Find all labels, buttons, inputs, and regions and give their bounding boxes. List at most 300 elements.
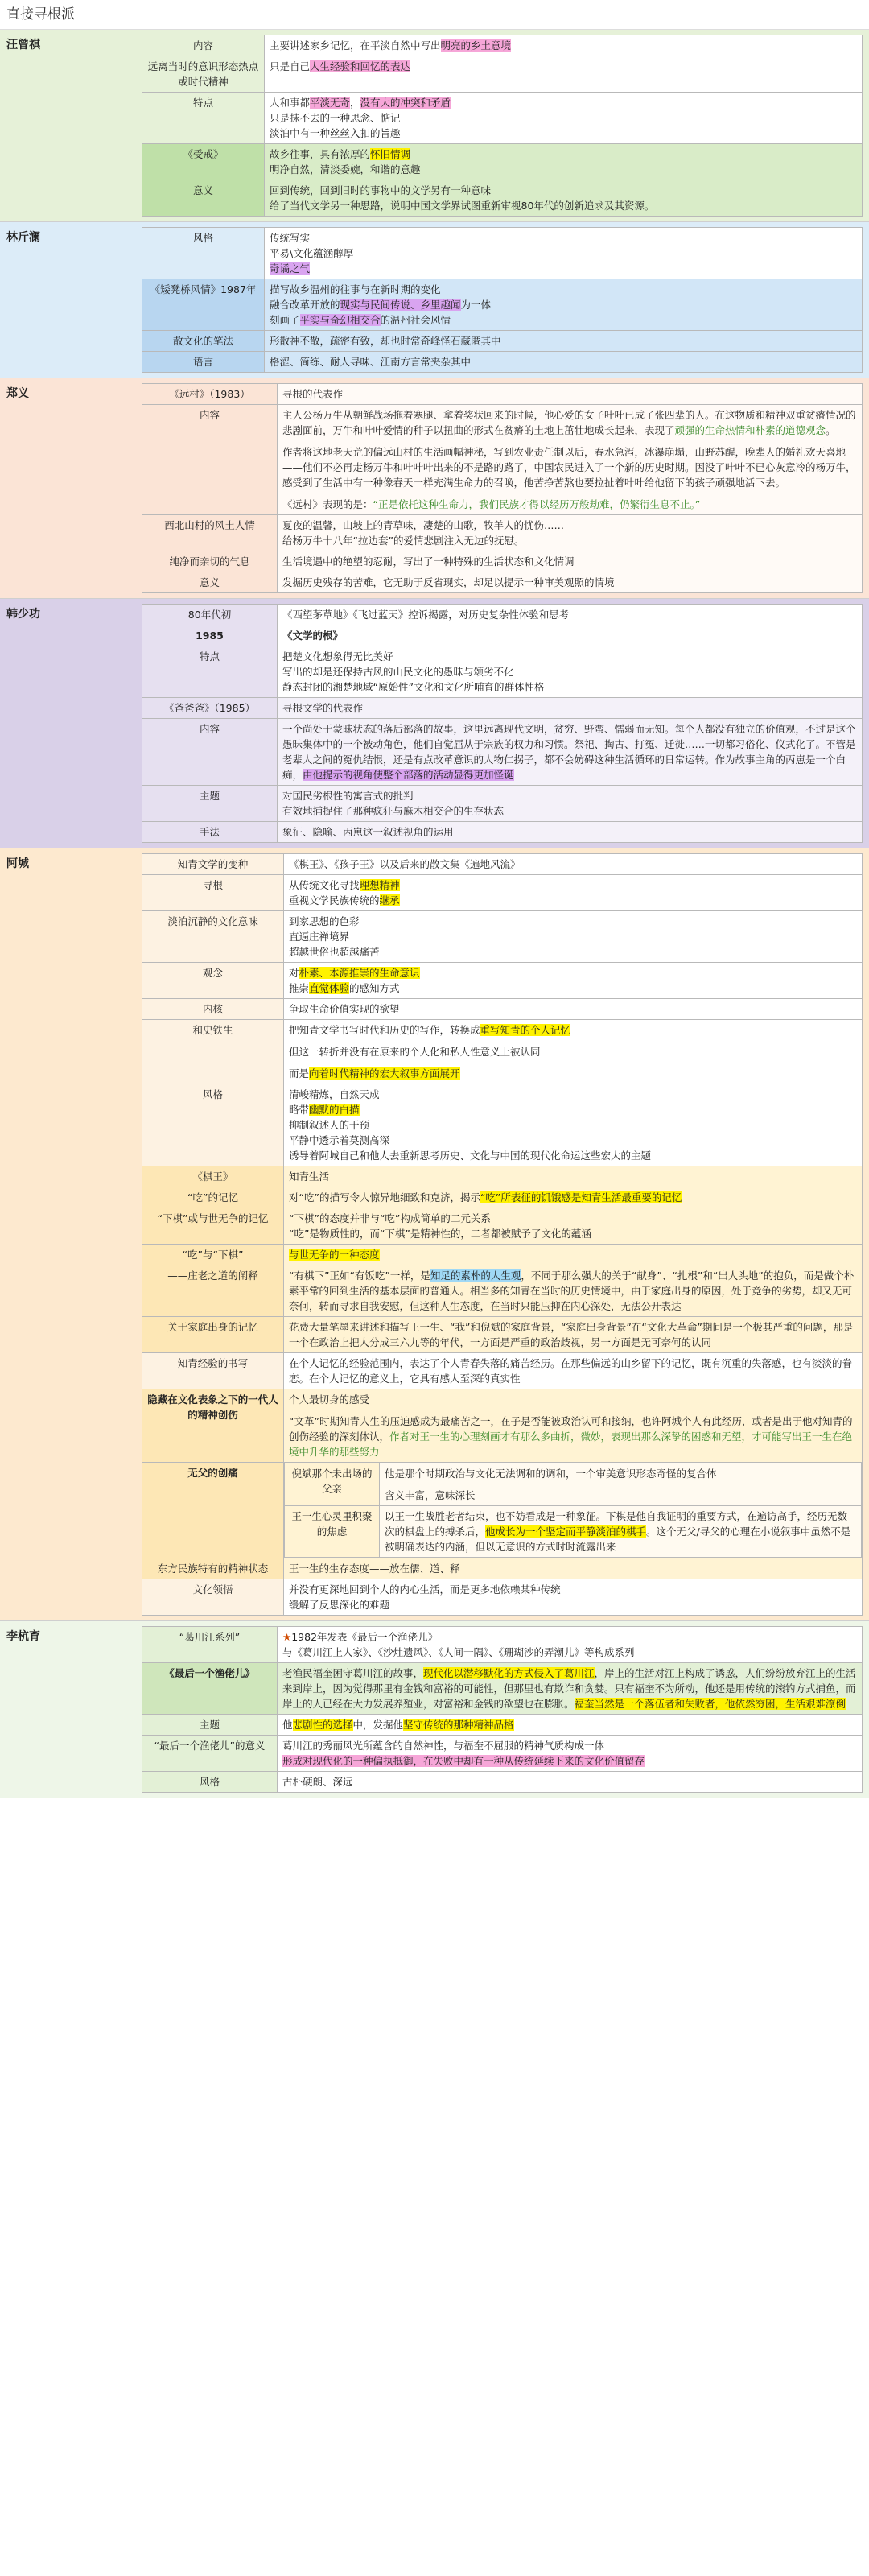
- attribute-value: [278, 719, 863, 786]
- attribute-row: [142, 35, 863, 56]
- attribute-key: 语言: [142, 352, 265, 373]
- attribute-value: [284, 1317, 863, 1353]
- value-line: [282, 1629, 857, 1645]
- text-run: 明净自然，清淡委婉，和谐的意趣: [270, 163, 421, 175]
- text-run: 现代化以潜移默化的方式侵入了葛川江: [423, 1667, 595, 1679]
- attribute-key: 手法: [142, 822, 278, 843]
- value-paragraph: [289, 1044, 857, 1059]
- attribute-value: [278, 551, 863, 572]
- attribute-key: 《远村》（1983）: [142, 384, 278, 405]
- attribute-key: 《矮凳桥风情》1987年: [142, 279, 265, 331]
- text-run: 重视文学民族传统的: [289, 894, 380, 906]
- value-line: [270, 312, 857, 328]
- text-run: 由他提示的视角使整个部落的活动显得更加怪诞: [303, 769, 514, 781]
- text-run: 生活境遇中的绝望的忍耐，写出了一种特殊的生活状态和文化情调: [282, 555, 575, 568]
- attribute-key: 风格: [142, 228, 265, 279]
- attribute-row: [142, 144, 863, 180]
- text-run: 略带: [289, 1104, 310, 1116]
- text-run: 夏夜的温馨，山坡上的青草味，凄楚的山歌，牧羊人的忧伤……: [282, 519, 565, 531]
- value-line: [289, 1117, 857, 1133]
- text-run: 象征、隐喻、丙崽这一叙述视角的运用: [282, 826, 454, 838]
- text-run: 但这一转折并没有在原来的个人化和私人性意义上被认同: [289, 1046, 541, 1058]
- text-run: 平淡无奇: [310, 97, 351, 109]
- text-run: 老渔民福奎困守葛川江的故事，: [282, 1667, 424, 1679]
- text-run: 1982年发表《最后一个渔佬儿》: [291, 1631, 439, 1643]
- text-run: 坚守传统的那种精神品格: [403, 1719, 514, 1731]
- attribute-key: 关于家庭出身的记忆: [142, 1317, 284, 1353]
- text-run: 朴素、本源推崇的生命意识: [299, 967, 420, 979]
- attribute-row: [142, 180, 863, 217]
- attribute-row: [142, 875, 863, 911]
- text-run: 寻根文学的代表作: [282, 702, 364, 714]
- attribute-value: [265, 93, 863, 144]
- text-run: 与世无争的一种态度: [289, 1249, 380, 1261]
- attribute-row: [142, 605, 863, 625]
- value-line: [282, 1753, 857, 1769]
- attribute-key: 散文化的笔法: [142, 331, 265, 352]
- attribute-key: “吃”与“下棋”: [142, 1245, 284, 1265]
- sub-key: 倪斌那个未出场的父亲: [285, 1463, 380, 1506]
- text-run: 争取生命价值实现的欲望: [289, 1003, 400, 1015]
- text-run: 个人最切身的感受: [289, 1393, 370, 1406]
- value-line: [270, 147, 857, 162]
- text-run: 怀旧情调: [370, 148, 411, 160]
- text-run: 与《葛川江上人家》、《沙灶遗风》、《人间一隅》、《珊瑚沙的弄潮儿》等构成系列: [282, 1646, 635, 1658]
- text-run: 为一体: [460, 299, 492, 311]
- value-line: [270, 230, 857, 246]
- attribute-row: [142, 1084, 863, 1166]
- attribute-value: [284, 1166, 863, 1187]
- text-run: 他: [282, 1719, 293, 1731]
- value-paragraph: [385, 1488, 856, 1503]
- attribute-value: [284, 963, 863, 999]
- attribute-row: [142, 698, 863, 719]
- attribute-key: 内核: [142, 999, 284, 1020]
- text-run: 知青生活: [289, 1170, 330, 1183]
- attribute-key: 东方民族特有的精神状态: [142, 1558, 284, 1579]
- attribute-row: [142, 1627, 863, 1663]
- attribute-value: [284, 875, 863, 911]
- text-run: 的温州社会风情: [380, 314, 451, 326]
- value-line: [289, 1211, 857, 1226]
- attribute-value: [284, 1579, 863, 1616]
- text-run: 超越世俗也超越痛苦: [289, 946, 380, 958]
- value-line: [270, 297, 857, 312]
- author-name: 郑义: [6, 387, 29, 400]
- text-run: 故乡往事，具有浓厚的: [270, 148, 371, 160]
- attribute-row: [142, 1265, 863, 1317]
- attribute-value: [284, 1245, 863, 1265]
- attribute-key: 内容: [142, 719, 278, 786]
- attribute-row: [142, 1353, 863, 1389]
- text-run: 发掘历史残存的苦难，它无助于反省现实，却足以提示一种审美观照的情境: [282, 576, 615, 588]
- text-run: 顽强的生命热情和朴素的道德观念: [674, 424, 826, 436]
- text-run: 格涩、简练、耐人寻味、江南方言常夹杂其中: [270, 356, 472, 368]
- attribute-value: [265, 352, 863, 373]
- attribute-row: [142, 228, 863, 279]
- text-run: 对国民劣根性的寓言式的批判: [282, 790, 414, 802]
- attribute-row: [142, 572, 863, 593]
- text-run: ，: [350, 97, 360, 109]
- text-run: 描写故乡温州的往事与在新时期的变化: [270, 283, 441, 295]
- text-run: 把知青文学书写时代和历史的写作，转换成: [289, 1024, 480, 1036]
- text-run: 花费大量笔墨来讲述和描写王一生、“我”和倪斌的家庭背景，“家庭出身背景”在“文化大革命”期间是一个极其严重的问题，那是一个在政治上把人分成三六九等的年代，一方面是严重的政治歧视，另一方面是无可奈何的认同: [289, 1321, 854, 1348]
- value-paragraph: [282, 1666, 857, 1711]
- text-run: 向着时代精神的宏大叙事方面展开: [309, 1067, 460, 1080]
- attribute-key: 意义: [142, 180, 265, 217]
- value-line: [289, 1148, 857, 1163]
- value-line: [270, 162, 857, 177]
- text-run: “吃”所表征的饥饿感是知青生活最重要的记忆: [480, 1191, 682, 1203]
- value-line: [289, 929, 857, 944]
- text-run: 给了当代文学另一种思路，说明中国文学界试图重新审视80年代的创新追求及其资源。: [270, 200, 655, 212]
- attribute-key: 风格: [142, 1772, 278, 1793]
- attribute-row: [142, 1736, 863, 1772]
- author-section: [0, 378, 869, 599]
- attribute-row: [142, 1020, 863, 1084]
- text-run: 推崇: [289, 982, 310, 994]
- attribute-row: [142, 625, 863, 646]
- attribute-row: [142, 1187, 863, 1208]
- text-run: 含义丰富，意味深长: [385, 1489, 476, 1501]
- value-paragraph: [289, 1066, 857, 1081]
- attribute-key: 风格: [142, 1084, 284, 1166]
- text-run: 《远村》表现的是：: [282, 498, 373, 510]
- attribute-key: 知青文学的变种: [142, 854, 284, 875]
- value-line: [289, 914, 857, 929]
- text-run: 清峻精炼，自然天成: [289, 1088, 380, 1100]
- text-run: 给杨万牛十八年“拉边套”的爱情悲剧注入无边的抚慰。: [282, 535, 525, 547]
- attribute-key: 特点: [142, 646, 278, 698]
- value-line: [289, 965, 857, 980]
- attribute-row: [142, 405, 863, 515]
- attribute-value: [284, 911, 863, 963]
- value-line: [289, 1087, 857, 1102]
- text-run: ，不同于那么强大的关于“献身”、“扎根”和“出人头地”的抱负，而是做个朴素平常的回到生活的基本层面的普通人。相当多的知青在当时的历史情境中，由于家庭出身的原因，处于竞争的劣势，却又无可奈何，转而寻求自我安慰，但这种人生态度，在当时只能压抑在内心深处，无法公开表达: [289, 1269, 855, 1312]
- author-name: 李杭育: [6, 1630, 40, 1643]
- attribute-key: 80年代初: [142, 605, 278, 625]
- text-run: 平易\文化蕴涵醇厚: [270, 247, 354, 259]
- attribute-value: [284, 1463, 863, 1558]
- attribute-key: 纯净而亲切的气息: [142, 551, 278, 572]
- attribute-value: [265, 144, 863, 180]
- text-run: 淡泊中有一种丝丝入扣的旨趣: [270, 127, 401, 139]
- attribute-value: [278, 572, 863, 593]
- text-run: 直觉体验: [309, 982, 350, 994]
- text-run: 只是抹不去的一种思念、惦记: [270, 112, 401, 124]
- value-paragraph: [289, 1356, 857, 1386]
- attribute-row: [142, 93, 863, 144]
- text-run: ，岸上的生活对江上构成了诱惑，人们纷纷放弃江上的生活来到岸上，因为觉得那里有金钱和富裕的可能性，但那里也有欺诈和贪婪。只有福奎不为所动，他还是用传统的滚钓方式捕鱼，而岸上的人已经在大力发展养殖业，对富裕和金钱的欲望也在膨胀。: [282, 1667, 856, 1710]
- value-paragraph: [289, 1319, 857, 1350]
- value-paragraph: [289, 1414, 857, 1459]
- text-run: 平实与奇幻相交合: [299, 314, 381, 326]
- attribute-key: 1985: [142, 625, 278, 646]
- text-run: 对: [289, 967, 299, 979]
- author-content: [142, 222, 869, 378]
- text-run: 主要讲述家乡记忆，在平淡自然中写出: [270, 39, 441, 52]
- attribute-row: [142, 999, 863, 1020]
- text-run: 主人公杨万牛从朝鲜战场拖着寒腿、拿着奖状回来的时候，他心爱的女子叶叶已成了张四辈的人。在这物质和精神双重贫瘠情况的悲剧面前，万牛和叶叶爱情的种子以扭曲的形式在贫瘠的土地上茁壮地成长起来，表现了: [282, 409, 856, 436]
- value-paragraph: [385, 1466, 856, 1481]
- attribute-key: 寻根: [142, 875, 284, 911]
- author-name: 林斤澜: [6, 231, 40, 244]
- attribute-row: [142, 719, 863, 786]
- attribute-value: [278, 1663, 863, 1715]
- attribute-row: [142, 1463, 863, 1558]
- attribute-key: 内容: [142, 35, 265, 56]
- sub-row: [285, 1463, 862, 1506]
- mindmap-root: [0, 30, 869, 1798]
- value-line: [282, 803, 857, 819]
- attribute-key: 《爸爸爸》（1985）: [142, 698, 278, 719]
- attribute-key: 和史铁生: [142, 1020, 284, 1084]
- text-run: 奇谲之气: [270, 262, 311, 275]
- author-section: [0, 599, 869, 848]
- text-run: 直逼庄禅境界: [289, 931, 350, 943]
- attribute-value: [284, 1208, 863, 1245]
- value-line: [282, 788, 857, 803]
- text-run: 继承: [379, 894, 400, 906]
- attribute-key: 《最后一个渔佬儿》: [142, 1663, 278, 1715]
- sub-table: [284, 1463, 862, 1558]
- value-line: [289, 1133, 857, 1148]
- value-line: [282, 1645, 857, 1660]
- sub-row: [285, 1506, 862, 1558]
- text-run: 没有大的冲突和矛盾: [360, 97, 451, 109]
- author-name: 韩少功: [6, 608, 40, 621]
- attribute-key: 文化领悟: [142, 1579, 284, 1616]
- attribute-row: [142, 911, 863, 963]
- text-run: 古朴硬朗、深远: [282, 1776, 353, 1788]
- text-run: 静态封闭的湘楚地域“原始性”文化和文化所哺育的群体性格: [282, 681, 545, 693]
- attribute-value: [265, 180, 863, 217]
- attribute-key: 观念: [142, 963, 284, 999]
- value-line: [289, 877, 857, 893]
- text-run: 福奎当然是一个落伍者和失败者，他依然穷困，生活艰难潦倒: [574, 1698, 846, 1710]
- attribute-row: [142, 384, 863, 405]
- attribute-row: [142, 1317, 863, 1353]
- text-run: 回到传统，回到旧时的事物中的文学另有一种意味: [270, 184, 492, 196]
- value-line: [282, 1738, 857, 1753]
- attribute-key: 远离当时的意识形态热点或时代精神: [142, 56, 265, 93]
- attribute-key: 内容: [142, 405, 278, 515]
- attribute-value: [265, 56, 863, 93]
- text-run: “下棋”的态度并非与“吃”构成简单的二元关系: [289, 1212, 491, 1224]
- text-run: 知足的素朴的人生观: [430, 1269, 521, 1282]
- attribute-row: [142, 1208, 863, 1245]
- attribute-table: [142, 1626, 863, 1793]
- attribute-row: [142, 1772, 863, 1793]
- attribute-value: [284, 1558, 863, 1579]
- attribute-key: “最后一个渔佬儿”的意义: [142, 1736, 278, 1772]
- sub-value: [380, 1463, 862, 1506]
- text-run: 抑制叙述人的干预: [289, 1119, 370, 1131]
- author-name: 汪曾祺: [6, 39, 40, 52]
- attribute-value: [265, 279, 863, 331]
- text-run: 一个尚处于蒙昧状态的落后部落的故事，这里远离现代文明，贫穷、野蛮、懦弱而无知。每个人都没有独立的价值观，不过是这个愚昧集体中的一个被动角色，他们自觉屈从于宗族的权力和习惯。祭祀、掏古、打冤、迁徙……一切都习俗化、仪式化了。不管是老辈人之间的冤仇结恨，还是有点改革意识的人物仁拐子，都不会妨碍这种生活循环的日常运转。作为故事主角的丙崽是一个白痴，: [282, 723, 856, 781]
- attribute-value: [278, 1715, 863, 1736]
- attribute-table: [142, 853, 863, 1616]
- sub-value: [380, 1506, 862, 1558]
- attribute-value: [284, 1265, 863, 1317]
- value-paragraph: [282, 497, 857, 512]
- author-content: [142, 378, 869, 598]
- value-paragraph: [282, 721, 857, 782]
- attribute-table: [142, 383, 863, 593]
- text-run: 诱导着阿城自己和他人去重新思考历史、文化与中国的现代化命运这些宏大的主题: [289, 1150, 652, 1162]
- text-run: 作者将这地老天荒的偏远山村的生活画幅神秘，写到农业责任制以后，春水急泻，冰瀑崩塌，山野苏醒，晚辈人的婚礼欢天喜地——他们不必再走杨万牛和叶叶叶出来的不是路的路了，中国农民进入了一个新的历史时期。因没了叶叶不已心灰意冷的杨万牛，感受到了生活中有一种像春天一样充满生命力的召唤，他苦挣苦熬也要拉扯着叶叶给他留下的孩子顽强地活下去。: [282, 446, 856, 489]
- text-run: 中，发掘他: [352, 1719, 404, 1731]
- attribute-value: [284, 999, 863, 1020]
- value-line: [270, 95, 857, 110]
- author-content: [142, 599, 869, 848]
- author-content: [142, 848, 869, 1620]
- value-paragraph: [289, 1022, 857, 1038]
- attribute-row: [142, 786, 863, 822]
- text-run: 《棋王》、《孩子王》以及后来的散文集《遍地风流》: [289, 858, 521, 870]
- text-run: 现实与民间传说、乡里趣闻: [340, 299, 461, 311]
- text-run: 寻根的代表作: [282, 388, 344, 400]
- value-line: [282, 679, 857, 695]
- attribute-key: 主题: [142, 1715, 278, 1736]
- text-run: 形成对现代化的一种偏执抵御，在失败中却有一种从传统延续下来的文化价值留存: [282, 1755, 645, 1767]
- attribute-row: [142, 822, 863, 843]
- attribute-value: [278, 1772, 863, 1793]
- attribute-value: [278, 698, 863, 719]
- value-line: [289, 980, 857, 996]
- attribute-row: [142, 56, 863, 93]
- text-run: 人生经验和回忆的表达: [310, 60, 411, 72]
- attribute-value: [278, 625, 863, 646]
- attribute-row: [142, 1389, 863, 1463]
- value-line: [289, 1226, 857, 1241]
- value-line: [270, 198, 857, 213]
- value-line: [289, 1582, 857, 1597]
- value-line: [270, 126, 857, 141]
- attribute-value: [278, 646, 863, 698]
- text-run: 只是自己: [270, 60, 311, 72]
- text-run: “有棋下”正如“有饭吃”一样，是: [289, 1269, 430, 1282]
- text-run: ★: [282, 1631, 292, 1643]
- text-run: “正是依托这种生命力，我们民族才得以经历万般劫难，仍繁衍生息不止。”: [373, 498, 701, 510]
- attribute-value: [278, 384, 863, 405]
- text-run: 《西望茅草地》《飞过蓝天》控诉揭露，对历史复杂性体验和思考: [282, 609, 570, 621]
- attribute-row: [142, 854, 863, 875]
- attribute-key: “下棋”或与世无争的记忆: [142, 1208, 284, 1245]
- value-line: [270, 261, 857, 276]
- text-run: 融合改革开放的: [270, 299, 340, 311]
- attribute-row: [142, 352, 863, 373]
- text-run: 有效地捕捉住了那种疯狂与麻木相交合的生存状态: [282, 805, 505, 817]
- attribute-key: 主题: [142, 786, 278, 822]
- attribute-value: [265, 331, 863, 352]
- text-run: 在个人记忆的经验范围内，表达了个人青春失落的痛苦经历。在那些偏远的山乡留下的记忆，既有沉重的失落感，也有淡淡的眷恋。在个人记忆的意义上，它具有感人至深的真实性: [289, 1357, 853, 1385]
- value-paragraph: [282, 407, 857, 438]
- text-run: 刻画了: [270, 314, 300, 326]
- author-section: [0, 222, 869, 378]
- attribute-value: [284, 1020, 863, 1084]
- text-run: 平静中透示着莫测高深: [289, 1134, 390, 1146]
- text-run: 幽默的白描: [309, 1104, 360, 1116]
- attribute-table: [142, 227, 863, 373]
- attribute-key: “葛川江系列”: [142, 1627, 278, 1663]
- author-content: [142, 30, 869, 221]
- attribute-key: 无父的创痛: [142, 1463, 284, 1558]
- text-run: 的感知方式: [349, 982, 400, 994]
- attribute-table: [142, 604, 863, 843]
- attribute-row: [142, 1663, 863, 1715]
- text-run: 把楚文化想象得无比美好: [282, 650, 393, 663]
- value-line: [289, 944, 857, 960]
- value-paragraph: [282, 444, 857, 490]
- attribute-value: [278, 605, 863, 625]
- author-section: [0, 848, 869, 1621]
- text-run: 写出的却是还保持古风的山民文化的愚昧与颂劣不化: [282, 666, 514, 678]
- value-line: [289, 1597, 857, 1612]
- attribute-row: [142, 331, 863, 352]
- attribute-value: [278, 405, 863, 515]
- attribute-row: [142, 1245, 863, 1265]
- attribute-value: [265, 35, 863, 56]
- attribute-value: [265, 228, 863, 279]
- text-run: 并没有更深地回到个人的内心生活，而是更多地依赖某种传统: [289, 1583, 561, 1596]
- value-line: [282, 649, 857, 664]
- text-run: 以王一生战胜老者结束，也不妨看成是一种象征。下棋是他自我证明的重要方式，在遍访高手，经历无数次的棋盘上的搏杀后，: [385, 1510, 848, 1538]
- text-run: 传统写实: [270, 232, 311, 244]
- attribute-row: [142, 279, 863, 331]
- author-name: 阿城: [6, 857, 29, 870]
- attribute-row: [142, 1579, 863, 1616]
- text-run: 他成长为一个坚定而平静淡泊的棋手: [485, 1525, 647, 1538]
- attribute-key: 隐藏在文化表象之下的一代人的精神创伤: [142, 1389, 284, 1463]
- value-line: [270, 110, 857, 126]
- text-run: 《文学的根》: [282, 630, 344, 642]
- attribute-row: [142, 646, 863, 698]
- value-line: [282, 664, 857, 679]
- attribute-value: [284, 1353, 863, 1389]
- text-run: 而是: [289, 1067, 310, 1080]
- attribute-row: [142, 1715, 863, 1736]
- author-section: [0, 30, 869, 222]
- text-run: 理想精神: [359, 879, 400, 891]
- attribute-value: [278, 786, 863, 822]
- attribute-row: [142, 1166, 863, 1187]
- attribute-row: [142, 1558, 863, 1579]
- text-run: 。这个无父/寻父的心理在小说叙事中虽然不是被明确表达的内涵，但以无意识的方式时时流露出来: [385, 1525, 851, 1553]
- value-line: [270, 246, 857, 261]
- value-line: [270, 282, 857, 297]
- sub-key: 王一生心灵里积聚的焦虑: [285, 1506, 380, 1558]
- attribute-key: ——庄老之道的阐释: [142, 1265, 284, 1317]
- attribute-key: 知青经验的书写: [142, 1353, 284, 1389]
- attribute-key: 意义: [142, 572, 278, 593]
- value-line: [282, 518, 857, 533]
- author-content: [142, 1621, 869, 1798]
- value-paragraph: [289, 1392, 857, 1407]
- text-run: 王一生的生存态度——放在儒、道、释: [289, 1563, 460, 1575]
- page-title: 直接寻根派: [0, 0, 869, 30]
- text-run: 从传统文化寻找: [289, 879, 360, 891]
- value-paragraph: [289, 1268, 857, 1314]
- value-line: [289, 1102, 857, 1117]
- attribute-key: 西北山村的风土人情: [142, 515, 278, 551]
- attribute-value: [278, 822, 863, 843]
- attribute-key: 淡泊沉静的文化意味: [142, 911, 284, 963]
- text-run: 重写知青的个人记忆: [480, 1024, 571, 1036]
- attribute-key: 《受戒》: [142, 144, 265, 180]
- author-section: [0, 1621, 869, 1798]
